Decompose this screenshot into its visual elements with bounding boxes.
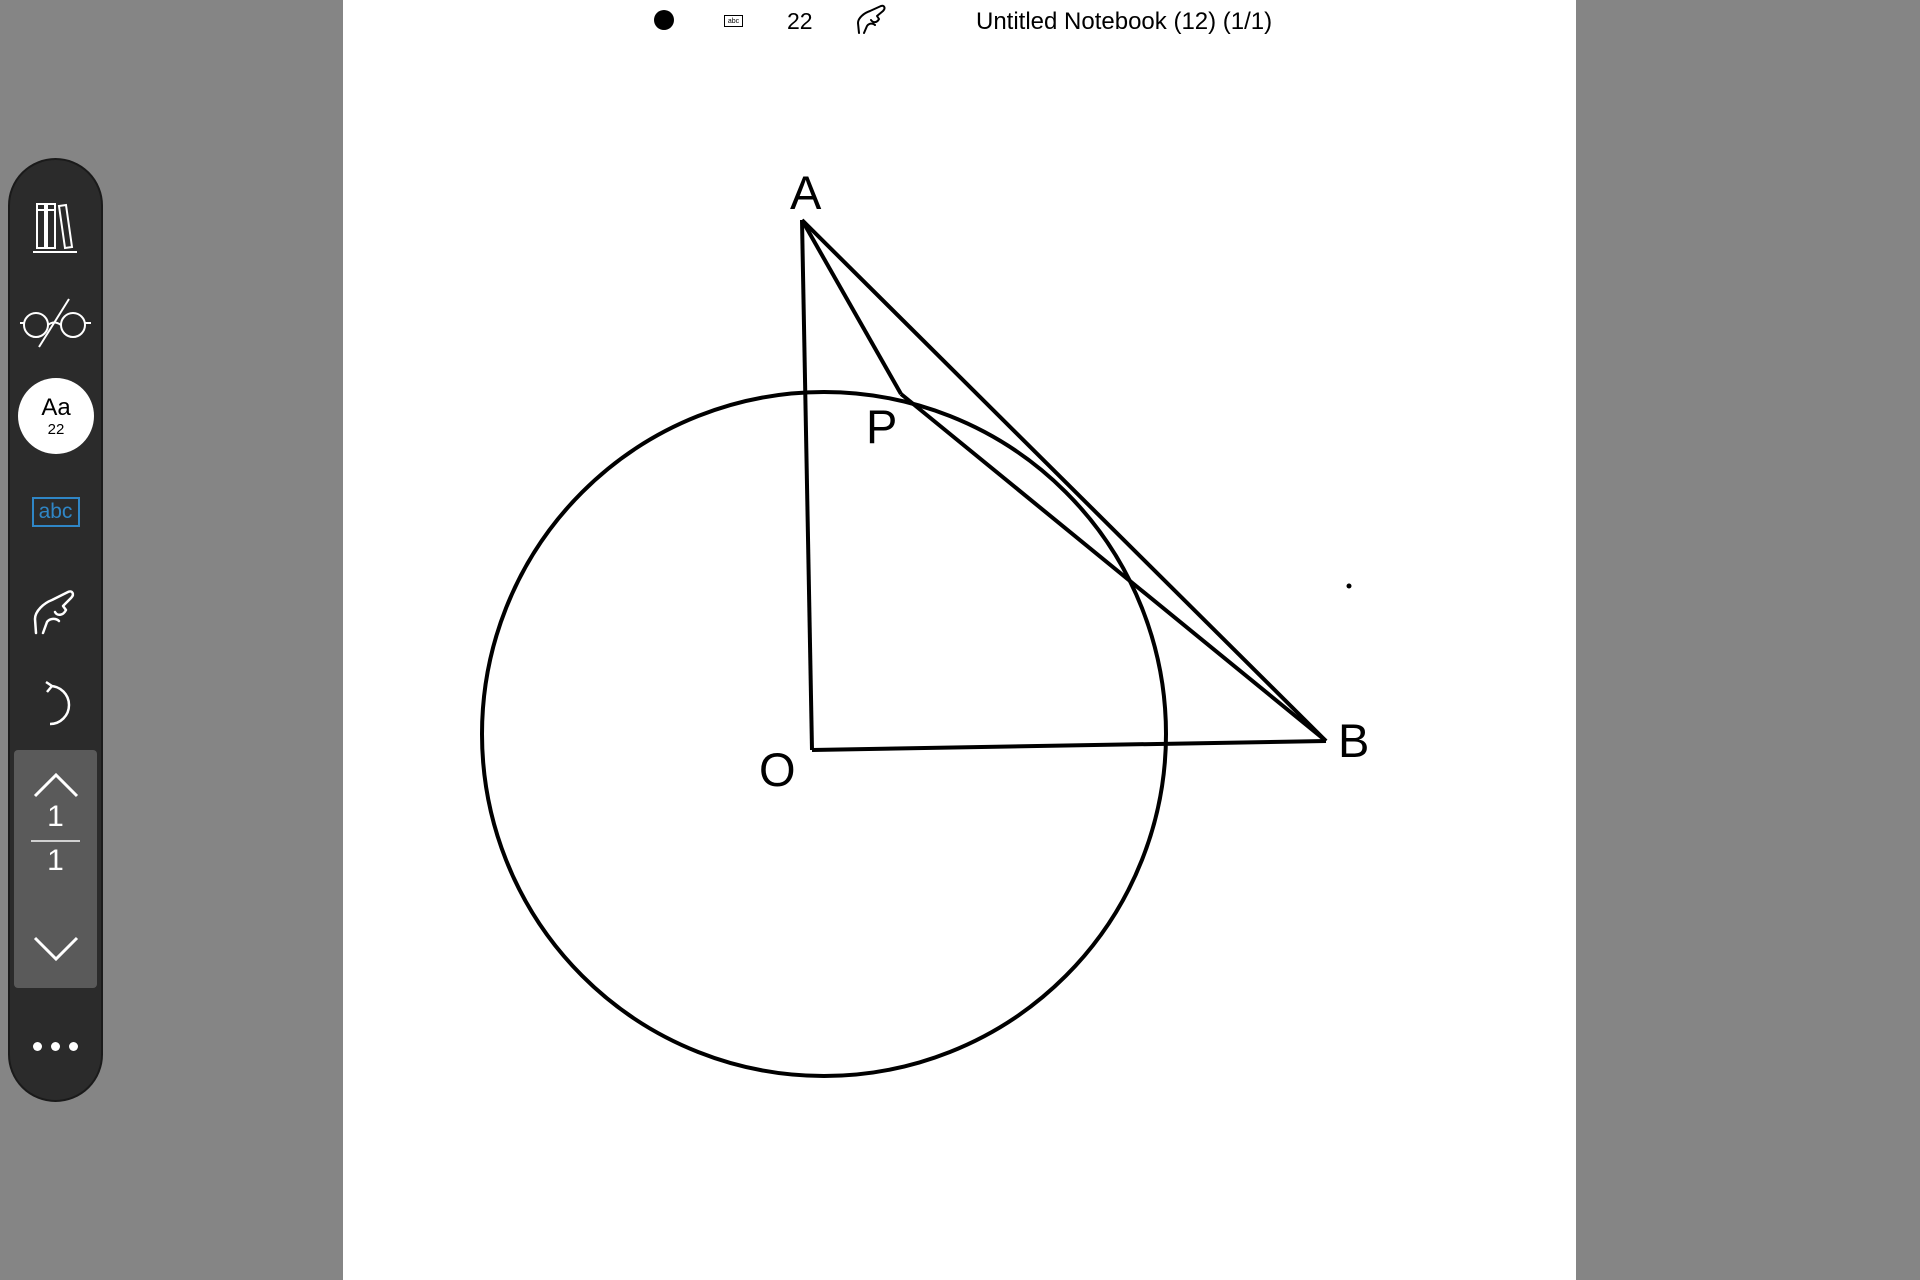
- point-label-b: B: [1338, 714, 1370, 767]
- pen-dot-icon[interactable]: [654, 10, 674, 30]
- page-divider: [31, 840, 80, 842]
- point-label-a: A: [790, 166, 822, 219]
- hand-tool-button[interactable]: [10, 584, 101, 640]
- circle: [482, 392, 1166, 1076]
- point-label-p: P: [866, 400, 898, 453]
- more-dot: [69, 1042, 78, 1051]
- library-button[interactable]: [10, 198, 101, 258]
- hand-icon[interactable]: [855, 4, 891, 36]
- segment-ao: [802, 220, 812, 750]
- segment-pb: [901, 394, 1326, 741]
- text-box-icon: abc: [32, 497, 80, 527]
- chevron-up-icon: [32, 771, 80, 799]
- glasses-icon: [19, 295, 93, 351]
- left-toolbar: [8, 158, 103, 1102]
- page-up-button[interactable]: [14, 770, 97, 800]
- segment-ap: [802, 220, 901, 394]
- font-size-indicator[interactable]: 22: [787, 8, 813, 34]
- segment-ob: [812, 741, 1326, 750]
- segment-ab: [802, 220, 1326, 741]
- point-label-o: O: [759, 743, 796, 796]
- hand-icon: [30, 587, 82, 637]
- font-sample-label: Aa: [41, 393, 71, 421]
- more-icon[interactable]: [10, 1028, 101, 1064]
- font-size-label: 22: [47, 420, 65, 438]
- more-dot: [51, 1042, 60, 1051]
- current-page-number: 1: [47, 800, 64, 833]
- library-icon: [31, 200, 81, 256]
- more-dot: [33, 1042, 42, 1051]
- view-mode-button[interactable]: [10, 292, 101, 354]
- font-size-button[interactable]: [18, 378, 94, 454]
- notebook-title: Untitled Notebook (12) (1/1): [976, 8, 1273, 35]
- status-bar: [343, 0, 1576, 44]
- text-tool-button[interactable]: [10, 492, 101, 532]
- stray-dot: [1347, 584, 1352, 589]
- text-box-icon[interactable]: abc: [724, 15, 743, 27]
- page-down-button[interactable]: [14, 934, 97, 964]
- total-page-number: 1: [47, 844, 64, 877]
- page-navigator: [14, 750, 97, 988]
- chevron-down-icon: [32, 935, 80, 963]
- undo-button[interactable]: [10, 676, 101, 730]
- undo-icon: [36, 678, 76, 728]
